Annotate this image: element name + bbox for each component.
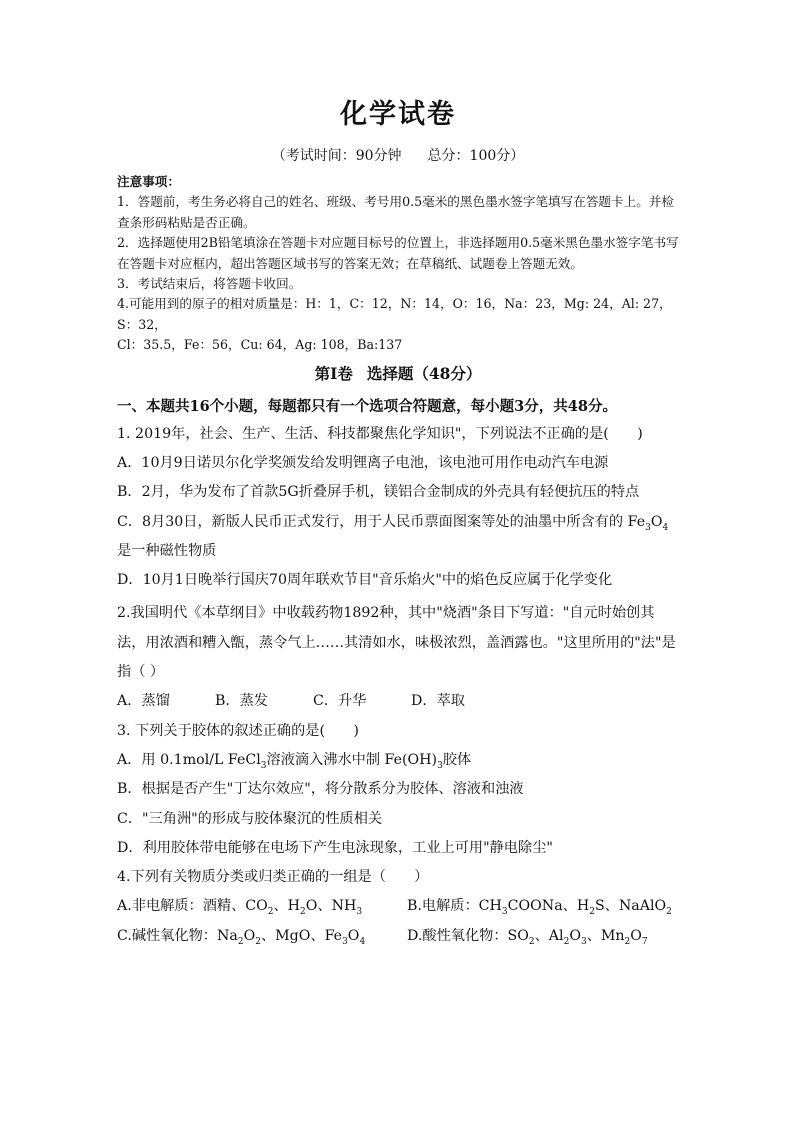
question-2 [117, 599, 679, 716]
option-c: C．"三角洲"的形成与胶体聚沉的性质相关 [117, 810, 383, 827]
notes-heading: 注意事项： [117, 174, 180, 189]
section-instruction: 一、本题共16个小题，每题都只有一个选项合符题意，每小题3分，共48分。 [117, 397, 617, 415]
question-stem: 1. 2019年，社会、生产、生活、科技都聚焦化学知识"，下列说法不正确的是( ) [117, 425, 643, 442]
note-item: 2．选择题使用2B铅笔填涂在答题卡对应题目标号的位置上，非选择题用0.5毫米黑色墨水签字笔书写在答题卡对应框内，超出答题区域书写的答案无效；在草稿纸、试题卷上答题无效。 [117, 235, 679, 271]
question-4 [117, 863, 679, 951]
option-c [117, 508, 679, 567]
question-stem: 2.我国明代《本草纲目》中收载药物1892种，其中"烧酒"条目下写道："自元时始创其法，用浓酒和糟入甑，蒸令气上……其清如水，味极浓烈，盖酒露也。"这里所用的"法"是指（ ） [117, 605, 676, 681]
note-item: 4.可能用到的原子的相对质量是：H：1，C：12，N：14，O：16，Na：23，Mg: 24，Al: 27，S：32， [117, 296, 672, 332]
page-title: 化学试卷 [340, 99, 456, 130]
question-stem: 3. 下列关于胶体的叙述正确的是( ) [117, 722, 359, 739]
option-a: A．蒸馏 [117, 693, 170, 710]
option-a-text: A．用 0.1mol/L FeCl [117, 751, 261, 768]
options-row [117, 922, 679, 951]
section-heading [117, 362, 679, 386]
note-item: 1．答题前，考生务必将自己的姓名、班级、考号用0.5毫米的黑色墨水签字笔填写在答题卡上。并检查条形码粘贴是否正确。 [117, 194, 674, 230]
question-3 [117, 717, 679, 863]
option-b: B.电解质：$CH_3COONa$、$H_2S$、NaAlO$_2$ [407, 898, 672, 918]
option-c: C.碱性氧化物：$Na_2O_2$、MgO、$Fe_3O_4$ [117, 927, 366, 947]
note-item: 3．考试结束后，将答题卡收回。 [117, 276, 302, 292]
option-d: D.酸性氧化物：$SO_2$、$Al_2O_3$、$Mn_2O_7$ [407, 927, 648, 947]
subscript: 3 [260, 760, 267, 771]
option-c: C．升华 [313, 693, 367, 710]
section-label: 第Ⅰ卷 [314, 363, 353, 383]
question-stem: 4.下列有关物质分类或归类正确的一组是（ ） [117, 869, 429, 886]
subscript: 3 [437, 760, 443, 771]
option-d: D．10月1日晚举行国庆70周年联欢节目"音乐焰火"中的焰色反应属于化学变化 [117, 572, 613, 589]
subscript: 4 [662, 522, 669, 533]
option-d: D．萃取 [411, 693, 465, 710]
option-c-text: C．8月30日，新版人民币正式发行，用于人民币票面图案等处的油墨中所含有的 Fe [117, 513, 646, 530]
option-c-text: 是一种磁性物质 [117, 542, 217, 559]
option-d: D．利用胶体带电能够在电场下产生电泳现象，工业上可用"静电除尘" [117, 839, 553, 856]
exam-total-score: 总分：100分） [427, 148, 525, 164]
option-b: B．2月，华为发布了首款5G折叠屏手机，镁铝合金制成的外壳具有轻便抗压的特点 [117, 484, 640, 501]
option-a-text: 溶液滴入沸水中制 Fe(OH) [266, 751, 438, 768]
exam-subtitle [117, 146, 679, 166]
option-a-text: 胶体 [442, 751, 472, 768]
option-a [117, 746, 679, 775]
option-b: B．蒸发 [215, 693, 268, 710]
option-b: B．根据是否产生"丁达尔效应"，将分散系分为胶体、溶液和浊液 [117, 781, 524, 798]
exam-page [117, 98, 679, 951]
notes-block [117, 172, 679, 356]
options-row [117, 687, 679, 716]
section-name: 选择题（48分） [366, 363, 482, 383]
options-row [117, 892, 679, 921]
option-a: A.非电解质：酒精、$CO_2$、$H_2O$、$NH_3$ [117, 898, 363, 918]
subscript: 3 [645, 522, 651, 533]
note-item: Cl：35.5，Fe：56，Cu: 64，Ag: 108，Ba:137 [117, 337, 403, 353]
option-a: A．10月9日诺贝尔化学奖颁发给发明锂离子电池，该电池可用作电动汽车电源 [117, 454, 609, 471]
question-1 [117, 420, 679, 596]
exam-time: （考试时间：90分钟 [271, 148, 402, 164]
option-c-text: O [650, 513, 663, 530]
